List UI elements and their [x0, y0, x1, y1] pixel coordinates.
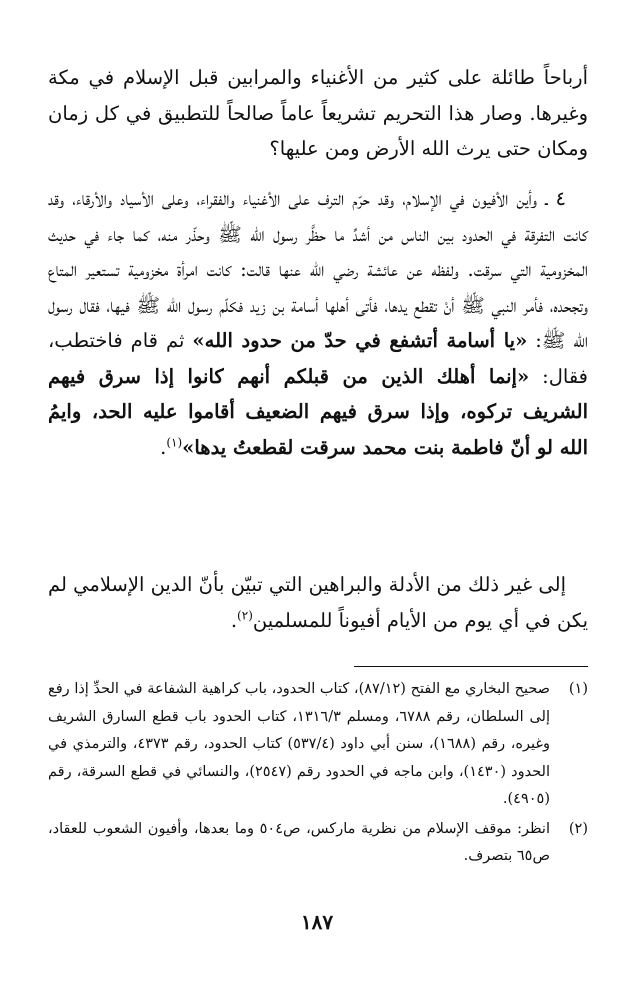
paragraph-end-mark: . [230, 608, 238, 632]
footnote-text: انظر: موقف الإسلام من نظرية ماركس، ص٥٠٤ وما بعدها، وأفيون الشعوب للعقاد، ص٦٥ بتصرف. [48, 820, 550, 864]
footnotes [48, 676, 588, 871]
paragraph-end-mark: . [160, 435, 167, 459]
paragraph-text-part-2: ثم قام فاختطب، فقال: [48, 329, 589, 388]
paragraph-text: إلى غير ذلك من الأدلة والبراهين التي تبيّن بأنّ الدين الإسلامي لم يكن في أي يوم من الأيام أفيوناً للمسلمين [48, 573, 588, 632]
paragraph-point-4 [48, 181, 588, 465]
paragraph-text: أرباحاً طائلة على كثير من الأغنياء والمرابين قبل الإسلام في مكة وغيرها. وصار هذا التحريم تشريعاً عاماً صالحاً للتطبيق في كل زمان ومكان حتى يرث الله الأرض ومن عليها؟ [48, 66, 588, 160]
page-number: ١٨٧ [300, 910, 334, 934]
hadith-quote-1: «يا أسامة أتشفع في حدّ من حدود الله» [192, 329, 528, 352]
paragraph-text-part-1: ٤ ـ وأين الأفيون في الإسلام، وقد حرّم الترف على الأغنياء والفقراء، وعلى الأسياد والأرقاء، وقد كانت التفرقة في الحدود بين الناس من أشدِّ ما حظَّر رسول الله ﷺ وحذّر منه، كما جاء في حديث المخزومية التي سرقت. ولفظه عن عائشة رضي الله عنها قالت: كانت امرأة مخزومية تستعير المتاع وتجحده، فأمر النبي ﷺ أنْ تقطع يدها، فأتى أهلها أسامة بن زيد فكلّم رسول الله ﷺ فيها، فقال رسول الله ﷺ: [48, 187, 588, 352]
hadith-quote-2: «إنما أهلك الذين من قبلكم أنهم كانوا إذا سرق فيهم الشريف تركوه، وإذا سرق فيهم الضعيف أقاموا عليه الحد، وايمُ الله لو أنّ فاطمة بنت محمد سرقت لقطعتُ يدها» [48, 364, 588, 459]
paragraph-continuation [48, 60, 588, 167]
footnote-text: صحيح البخاري مع الفتح (٨٧/١٢)، كتاب الحدود، باب كراهية الشفاعة في الحدِّ إذا رفع إلى السلطان، رقم ٦٧٨٨، ومسلم ١٣١٦/٣، كتاب الحدود باب قطع السارق الشريف وغيره، رقم (١٦٨٨)، سنن أبي داود (٥٣٧/٤) كتاب الحدود، رقم ٤٣٧٣، والترمذي في الحدود (١٤٣٠)، وابن ماجه في الحدود رقم (٢٥٤٧)، والنسائي في قطع السرقة، رقم (٤٩٠٥). [48, 681, 550, 807]
footnote-ref-1[interactable]: (١) [166, 435, 183, 449]
paragraph-body [48, 181, 588, 465]
footnote-ref-2[interactable]: (٢) [237, 608, 253, 622]
footnote-2 [48, 816, 588, 871]
footnote-divider [354, 666, 588, 667]
footnote-number: (٢) [568, 820, 588, 837]
footnote-number: (١) [568, 681, 588, 697]
footnote-1 [48, 676, 588, 814]
paragraph-body [48, 567, 588, 638]
paragraph-conclusion [48, 567, 588, 638]
